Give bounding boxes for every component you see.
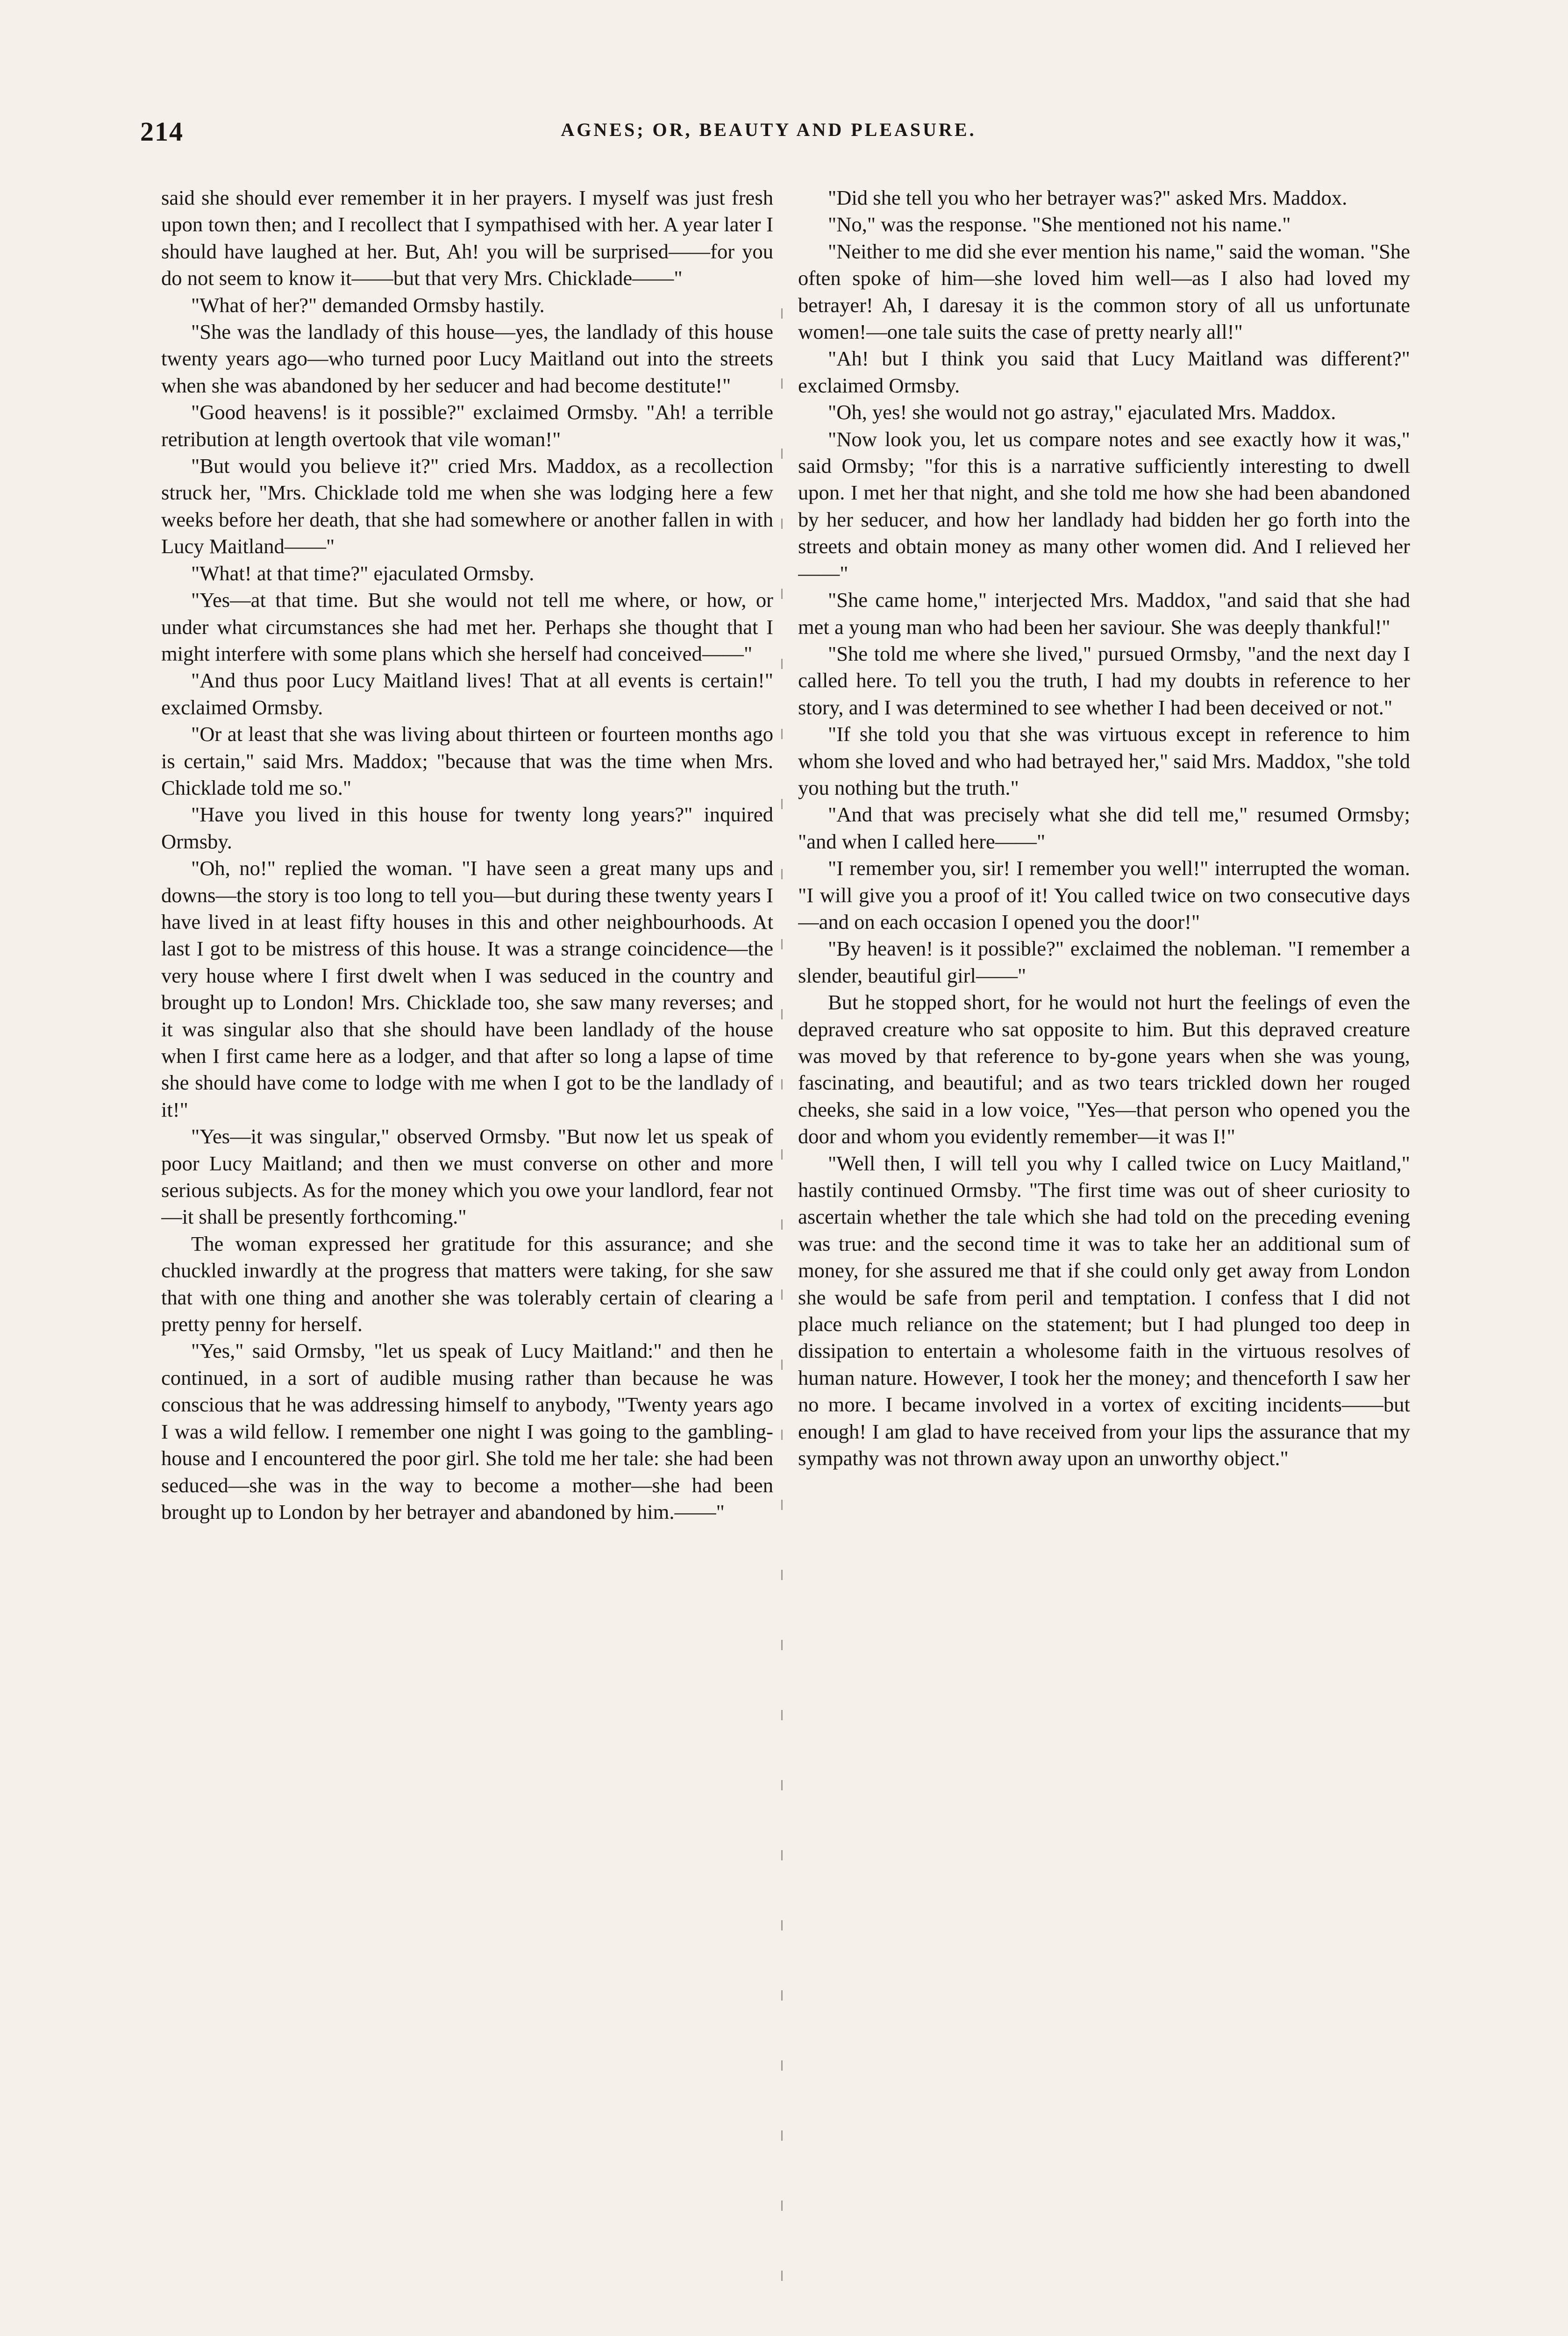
paragraph: "She was the landlady of this house—yes, the landlady of this house twenty years ago—who turned poor Lucy Maitland out into the streets when she was abandoned by her seducer and had become destitute!" (161, 320, 773, 397)
page-header (140, 116, 1397, 167)
paragraph: "Good heavens! is it possible?" exclaimed Ormsby. "Ah! a terrible retribution at length overtook that vile woman!" (161, 400, 773, 451)
paragraph: But he stopped short, for he would not hurt the feelings of even the depraved creature who sat opposite to him. But this depraved creature was moved by that reference to by-gone years when she was young, fascinating, and beautiful; and as two tears trickled down her rouged cheeks, she said in a low voice, "Yes—that person who opened you the door and whom you evidently remember—it was I!" (798, 990, 1410, 1148)
paragraph: "Yes—at that time. But she would not tell me where, or how, or under what circumstances she had met her. Perhaps she thought that I might interfere with some plans which she herself had conceived——" (161, 588, 773, 665)
paragraph: "By heaven! is it possible?" exclaimed the nobleman. "I remember a slender, beautiful girl——" (798, 937, 1410, 987)
paragraph: "Oh, yes! she would not go astray," ejaculated Mrs. Maddox. (828, 400, 1336, 424)
paragraph: "Now look you, let us compare notes and see exactly how it was," said Ormsby; "for this is a narrative sufficiently interesting to dwell upon. I met her that night, and she told me how she had been abandoned by her seducer, and how her landlady had bidden her go forth into the streets and obtain money as many other women did. And I relieved her——" (798, 427, 1410, 585)
paragraph: "If she told you that she was virtuous except in reference to him whom she loved and who had betrayed her," said Mrs. Maddox, "she told you nothing but the truth." (798, 722, 1410, 799)
paragraph: The woman expressed her gratitude for this assurance; and she chuckled inwardly at the progress that matters were taking, for she saw that with one thing and another she was tolerably certain of clearing a pretty penny for herself. (161, 1232, 773, 1336)
paragraph: "And that was precisely what she did tell me," resumed Ormsby; "and when I called here——" (798, 803, 1410, 853)
paragraph: "And thus poor Lucy Maitland lives! That at all events is certain!" exclaimed Ormsby. (161, 669, 773, 719)
paragraph: "Did she tell you who her betrayer was?" asked Mrs. Maddox. (828, 186, 1347, 209)
running-head: AGNES; OR, BEAUTY AND PLEASURE. (561, 119, 976, 140)
paragraph: "I remember you, sir! I remember you well!" interrupted the woman. "I will give you a proof of it! You called twice on two consecutive days—and on each occasion I opened you the door!" (798, 856, 1410, 933)
paragraph: "Ah! but I think you said that Lucy Maitland was different?" exclaimed Ormsby. (798, 347, 1410, 397)
paragraph: "She told me where she lived," pursued Ormsby, "and the next day I called here. To tell you the truth, I had my doubts in reference to her story, and I was determined to see whether I had been deceived or not." (798, 641, 1410, 719)
paragraph: "Oh, no!" replied the woman. "I have seen a great many ups and downs—the story is too long to tell you—but during these twenty years I have lived in at least fifty houses in this and other neighbourhoods. At last I got to be mistress of this house. It was a strange coincidence—the very house where I first dwelt when I was seduced in the country and brought up to London! Mrs. Chicklade too, she saw many reverses; and it was singular also that she should have been landlady of the house when I first came here as a lodger, and that after so long a lapse of time she should have come to lodge with me when I got to be the landlady of it!" (161, 856, 773, 1121)
paragraph: "But would you believe it?" cried Mrs. Maddox, as a recollection struck her, "Mrs. Chicklade told me when she was lodging here a few weeks before her death, that she had somewhere or another fallen in with Lucy Maitland——" (161, 454, 773, 558)
paragraph: "Or at least that she was living about thirteen or fourteen months ago is certain," said Mrs. Maddox; "because that was the time when Mrs. Chicklade told me so." (161, 722, 773, 799)
paragraph: "What! at that time?" ejaculated Ormsby. (191, 561, 535, 585)
right-column (798, 185, 1410, 2336)
page-number: 214 (140, 116, 184, 147)
column-rule (781, 308, 783, 2289)
paragraph: said she should ever remember it in her prayers. I myself was just fresh upon town then; and I recollect that I sympathised with her. A year later I should have laughed at her. But, Ah! you will be surprised——for you do not seem to know it——but that very Mrs. Chicklade——" (161, 186, 773, 290)
paragraph: "Neither to me did she ever mention his name," said the woman. "She often spoke of him—she loved him well—as I also had loved my betrayer! Ah, I daresay it is the common story of all us unfortunate women!—one tale suits the case of pretty nearly all!" (798, 239, 1410, 344)
paragraph: "Have you lived in this house for twenty long years?" inquired Ormsby. (161, 803, 773, 853)
paragraph: "No," was the response. "She mentioned not his name." (828, 213, 1291, 236)
paragraph: "Yes—it was singular," observed Ormsby. "But now let us speak of poor Lucy Maitland; and then we must converse on other and more serious subjects. As for the money which you owe your landlord, fear not—it shall be presently forthcoming." (161, 1125, 773, 1229)
paragraph: "Yes," said Ormsby, "let us speak of Lucy Maitland:" and then he continued, in a sort of audible musing rather than because he was conscious that he was addressing himself to anybody, "Twenty years ago I was a wild fellow. I remember one night I was going to the gambling-house and I encountered the poor girl. She told me her tale: she had been seduced—she was in the way to become a mother—she had been brought up to London by her betrayer and abandoned by him.——" (161, 1339, 773, 1524)
left-column (161, 185, 773, 2336)
paragraph: "What of her?" demanded Ormsby hastily. (191, 293, 545, 317)
paragraph: "She came home," interjected Mrs. Maddox, "and said that she had met a young man who had been her saviour. She was deeply thankful!" (798, 588, 1410, 639)
paragraph: "Well then, I will tell you why I called twice on Lucy Maitland," hastily continued Ormsby. "The first time was out of sheer curiosity to ascertain whether the tale which she had told on the preceding evening was true: and the second time it was to take her an additional sum of money, for she assured me that if she could only get away from London she would be safe from peril and temptation. I confess that I did not place much reliance on the statement; but I had plunged too deep in dissipation to entertain a wholesome faith in the virtuous resolves of human nature. However, I took her the money; and thenceforth I saw her no more. I became involved in a vortex of exciting incidents——but enough! I am glad to have received from your lips the assurance that my sympathy was not thrown away upon an unworthy object." (798, 1151, 1410, 1470)
